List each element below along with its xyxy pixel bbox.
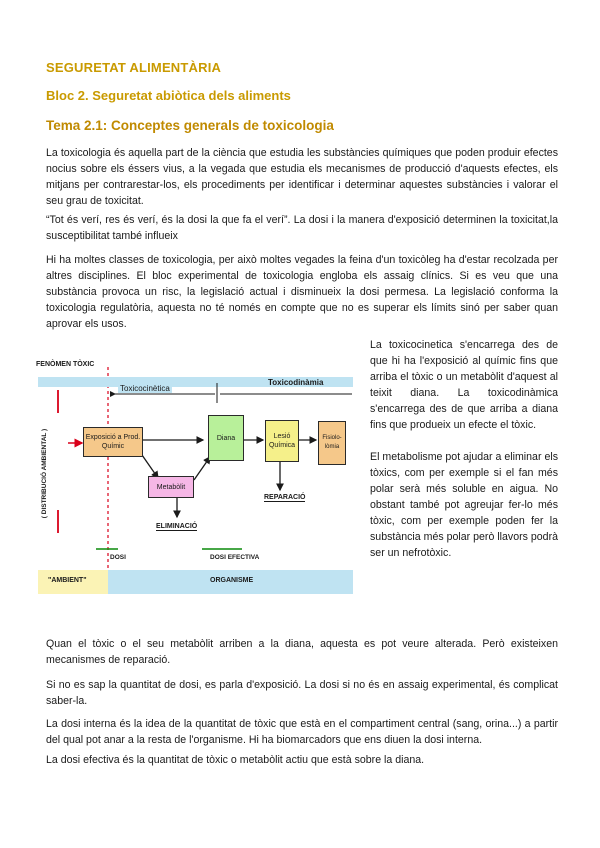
exposure-to-metabolite-arrow: [142, 455, 158, 478]
paragraph-exposure: Si no es sap la quantitat de dosi, es parla d'exposició. La dosi si no és en assaig experimental, és complicat saber-la.: [46, 679, 558, 707]
chemical-lesion-box: Lesió Química: [265, 420, 299, 462]
effective-dose-label: DOSI EFECTIVA: [210, 554, 260, 561]
dose-label: DOSI: [110, 554, 126, 561]
block-heading: Bloc 2. Seguretat abiòtica dels aliments: [46, 88, 291, 103]
toxicodynamics-label: Toxicodinàmia: [268, 378, 324, 387]
paragraph-quote: “Tot és verí, res és verí, és la dosi la que fa el verí”. La dosi i la manera d'exposició determinen la toxicitat,la susceptibilitat també influeix: [46, 214, 558, 242]
topic-heading: Tema 2.1: Conceptes generals de toxicologia: [46, 118, 334, 133]
paragraph-effective-dose: La dosi efectiva és la quantitat de tòxic o metabòlit actiu que està sobre la diana.: [46, 754, 425, 766]
chemical-exposure-box: Exposició a Prod. Químic: [83, 427, 143, 457]
paragraph-internal-dose: La dosi interna és la idea de la quantitat de tòxic que està en el compartiment central (sang, orina...) a partir del qual pot anar a la resta de l'organisme. Hi ha biomarcadors que ens diuen la dosi interna.: [46, 718, 558, 746]
repair-label: REPARACIÓ: [264, 494, 306, 501]
physiology-box: Fisiolo-lòmia: [318, 421, 346, 465]
toxicokinetics-label: Toxicocinètica: [120, 384, 170, 393]
toxic-phenomenon-diagram: [30, 355, 355, 595]
diagram-canvas: [30, 355, 355, 595]
organism-label: ORGANISME: [210, 577, 254, 584]
target-box: Diana: [208, 415, 244, 461]
paragraph-classes: Hi ha moltes classes de toxicologia, per això moltes vegades la feina d'un toxicòleg ha d'estar recolzada per altres disciplines. El bloc experimental de toxicologia engloba els assaig clínics. Si es veu que una substància provoca un risc, la legislació actual i disminueix la dosi permesa. La legislació conforma la toxicologia regulatòria, aquesta no té només en compte que no es superar els límits sinó per saber quan aprovar els usos.: [46, 254, 558, 330]
paragraph-repair: Quan el tòxic o el seu metabòlit arriben a la diana, aquesta es pot veure alterada. Però existeixen mecanismes de reparació.: [46, 638, 558, 666]
paragraph-definition: La toxicologia és aquella part de la ciència que estudia les substàncies químiques que poden produir efectes nocius sobre els éssers vius, a la vegada que estudia els mecanismes de producció d'aquests efectes, els mitjans per contrarestar-los, els procediments per identificar i determinar aquestes substàncies i valorar el seu grau de toxicitat.: [46, 147, 558, 207]
paragraph-metabolism: El metabolisme pot ajudar a eliminar els tòxics, com per exemple si el fan més polar serà més soluble en aigua. No obstant també pot agreujar fer-lo més tòxic, com per exemple poden fer la substància més polar però llavors podrà ser un nefrotòxic.: [370, 451, 558, 559]
metabolite-box: Metabòlit: [148, 476, 194, 498]
paragraph-toxicokinetics: La toxicocinetica s'encarrega des de que hi ha l'exposició al químic fins que arriba el tòxic o un metabòlit d'aquest al teixit diana. La toxicodinàmica s'encarrega des de que arriba a diana fins que produeix un efecte el tòxic.: [370, 339, 558, 431]
document-title: SEGURETAT ALIMENTÀRIA: [46, 60, 222, 75]
ambient-label: "AMBIENT": [48, 577, 87, 584]
elimination-label: ELIMINACIÓ: [156, 523, 198, 530]
environmental-distribution-label: ( DISTRIBUCIÓ AMBIENTAL ): [41, 428, 49, 519]
toxic-phenomenon-label: FENÒMEN TÒXIC: [36, 361, 95, 368]
